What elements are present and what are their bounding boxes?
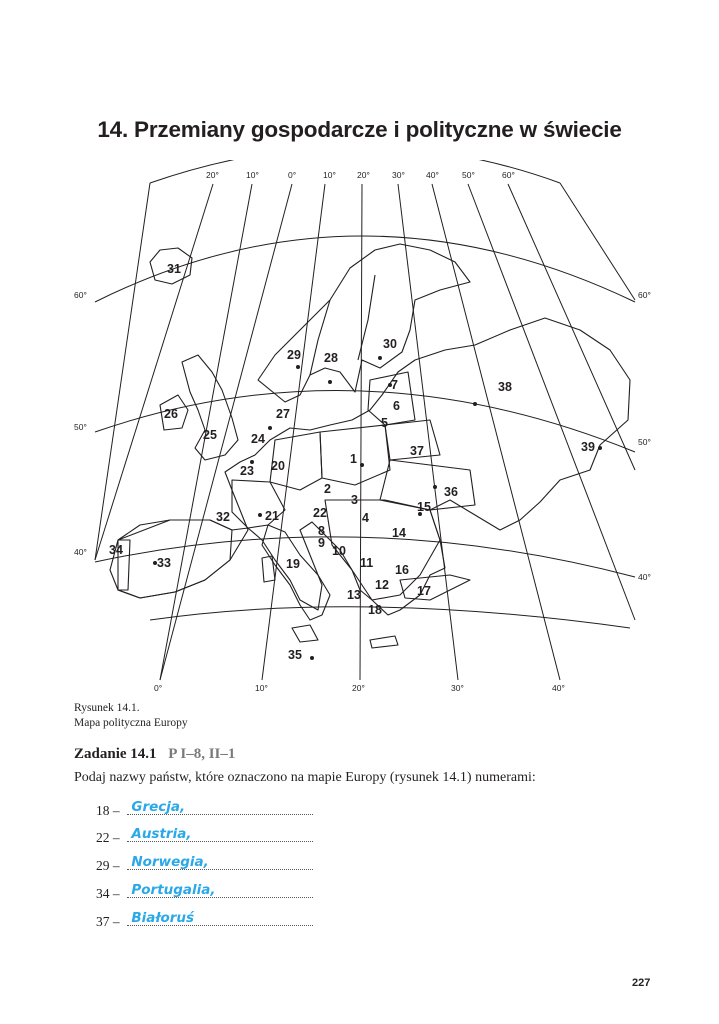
meridian-0 bbox=[160, 184, 292, 680]
task-heading bbox=[74, 746, 235, 763]
answer-field[interactable] bbox=[127, 883, 313, 898]
sardinia-outline bbox=[262, 556, 275, 582]
great-britain-outline bbox=[182, 355, 238, 460]
country-number: 6 bbox=[393, 399, 400, 413]
answer-number: 37 – bbox=[96, 914, 120, 929]
turkey-outline bbox=[400, 575, 470, 600]
country-number: 27 bbox=[276, 407, 290, 421]
longitude-label: 60° bbox=[502, 170, 515, 180]
country-number: 7 bbox=[391, 378, 398, 392]
country-number: 31 bbox=[167, 262, 181, 276]
country-number: 36 bbox=[444, 485, 458, 499]
country-number: 3 bbox=[351, 493, 358, 507]
latitude-label: 40° bbox=[74, 547, 87, 557]
task-label: Zadanie 14.1 bbox=[74, 746, 157, 762]
longitude-label: 30° bbox=[451, 683, 464, 693]
country-number: 2 bbox=[324, 482, 331, 496]
latitude-line-50 bbox=[95, 391, 635, 452]
country-number: 39 bbox=[581, 440, 595, 454]
country-number: 35 bbox=[288, 648, 302, 662]
capital-dot bbox=[268, 426, 272, 430]
answer-number: 18 – bbox=[96, 803, 120, 818]
longitude-label: 40° bbox=[426, 170, 439, 180]
country-number: 12 bbox=[375, 578, 389, 592]
latitude-label: 40° bbox=[638, 572, 651, 582]
task-instruction: Podaj nazwy państw, które oznaczono na mapie Europy (rysunek 14.1) numerami: bbox=[74, 770, 536, 785]
page-title: 14. Przemiany gospodarcze i polityczne w świecie bbox=[97, 117, 622, 142]
country-number: 1 bbox=[350, 452, 357, 466]
country-number: 23 bbox=[240, 464, 254, 478]
capital-dot bbox=[310, 656, 314, 660]
capital-dot bbox=[360, 463, 364, 467]
country-number: 16 bbox=[395, 563, 409, 577]
answer-number: 22 – bbox=[96, 830, 120, 845]
country-number: 25 bbox=[203, 428, 217, 442]
country-number: 18 bbox=[368, 603, 382, 617]
continent-coast bbox=[110, 318, 630, 615]
latitude-label: 60° bbox=[638, 290, 651, 300]
meridian-e20 bbox=[360, 184, 362, 680]
frame-right bbox=[560, 183, 635, 300]
latitude-label: 50° bbox=[74, 422, 87, 432]
longitude-label: 30° bbox=[392, 170, 405, 180]
figure-caption bbox=[74, 701, 188, 731]
country-number: 4 bbox=[362, 511, 369, 525]
country-number: 9 bbox=[318, 536, 325, 550]
spain-border bbox=[118, 520, 232, 598]
meridian-e10 bbox=[262, 184, 325, 680]
handwritten-answer: Norwegia, bbox=[131, 854, 209, 870]
answer-row bbox=[96, 827, 313, 846]
europe-political-map bbox=[0, 160, 719, 700]
answer-number: 34 – bbox=[96, 886, 120, 901]
country-number: 20 bbox=[271, 459, 285, 473]
handwritten-answer: Portugalia, bbox=[131, 882, 216, 898]
capital-dot bbox=[296, 365, 300, 369]
longitude-label: 20° bbox=[357, 170, 370, 180]
country-number: 8 bbox=[318, 524, 325, 538]
country-number: 33 bbox=[157, 556, 171, 570]
longitude-label: 20° bbox=[206, 170, 219, 180]
country-number: 11 bbox=[360, 556, 374, 570]
country-number: 5 bbox=[381, 416, 388, 430]
longitude-label: 10° bbox=[323, 170, 336, 180]
answer-row bbox=[96, 800, 313, 819]
capital-dot bbox=[433, 485, 437, 489]
country-number: 13 bbox=[347, 588, 361, 602]
answer-row bbox=[96, 855, 313, 874]
country-number: 22 bbox=[313, 506, 327, 520]
caption-figure-title: Mapa polityczna Europy bbox=[74, 717, 188, 729]
longitude-label: 10° bbox=[255, 683, 268, 693]
country-number: 15 bbox=[417, 500, 431, 514]
capital-dot bbox=[473, 402, 477, 406]
answer-number: 29 – bbox=[96, 858, 120, 873]
latitude-label: 60° bbox=[74, 290, 87, 300]
longitude-label: 0° bbox=[288, 170, 297, 180]
country-number: 37 bbox=[410, 444, 424, 458]
country-number: 38 bbox=[498, 380, 512, 394]
page-number: 227 bbox=[632, 977, 651, 989]
capital-dot bbox=[258, 513, 262, 517]
country-number: 30 bbox=[383, 337, 397, 351]
frame-left bbox=[95, 183, 150, 560]
sicily-outline bbox=[292, 625, 318, 642]
handwritten-answer: Białoruś bbox=[131, 910, 195, 926]
longitude-label: 20° bbox=[352, 683, 365, 693]
capital-dot bbox=[378, 356, 382, 360]
handwritten-answer: Grecja, bbox=[131, 799, 186, 815]
country-number: 26 bbox=[164, 407, 178, 421]
meridian-e50 bbox=[468, 184, 635, 620]
country-number: 32 bbox=[216, 510, 230, 524]
handwritten-answer: Austria, bbox=[131, 826, 192, 842]
capital-dot bbox=[598, 446, 602, 450]
longitude-label: 0° bbox=[154, 683, 163, 693]
answer-field[interactable] bbox=[127, 911, 313, 926]
capital-dot bbox=[328, 380, 332, 384]
answer-row bbox=[96, 911, 313, 930]
country-number: 34 bbox=[109, 543, 123, 557]
answer-row bbox=[96, 883, 313, 902]
longitude-label: 50° bbox=[462, 170, 475, 180]
answer-field[interactable] bbox=[127, 800, 313, 815]
answer-field[interactable] bbox=[127, 827, 313, 842]
country-number: 28 bbox=[324, 351, 338, 365]
longitude-label: 10° bbox=[246, 170, 259, 180]
task-code: P I–8, II–1 bbox=[168, 746, 236, 762]
country-number: 24 bbox=[251, 432, 265, 446]
country-number: 29 bbox=[287, 348, 301, 362]
country-number: 21 bbox=[265, 509, 279, 523]
finland-border bbox=[358, 275, 375, 360]
latitude-label: 50° bbox=[638, 437, 651, 447]
answer-field[interactable] bbox=[127, 855, 313, 870]
caption-figure-number: Rysunek 14.1. bbox=[74, 702, 140, 714]
country-number: 14 bbox=[392, 526, 406, 540]
meridian-w20 bbox=[95, 184, 213, 560]
country-number: 10 bbox=[332, 544, 346, 558]
longitude-label: 40° bbox=[552, 683, 565, 693]
country-number: 19 bbox=[286, 557, 300, 571]
country-number: 17 bbox=[417, 584, 431, 598]
scandinavia-outline bbox=[258, 244, 470, 402]
meridian-e30 bbox=[398, 184, 458, 680]
crete-outline bbox=[370, 636, 398, 648]
latitude-line-35 bbox=[150, 607, 630, 628]
